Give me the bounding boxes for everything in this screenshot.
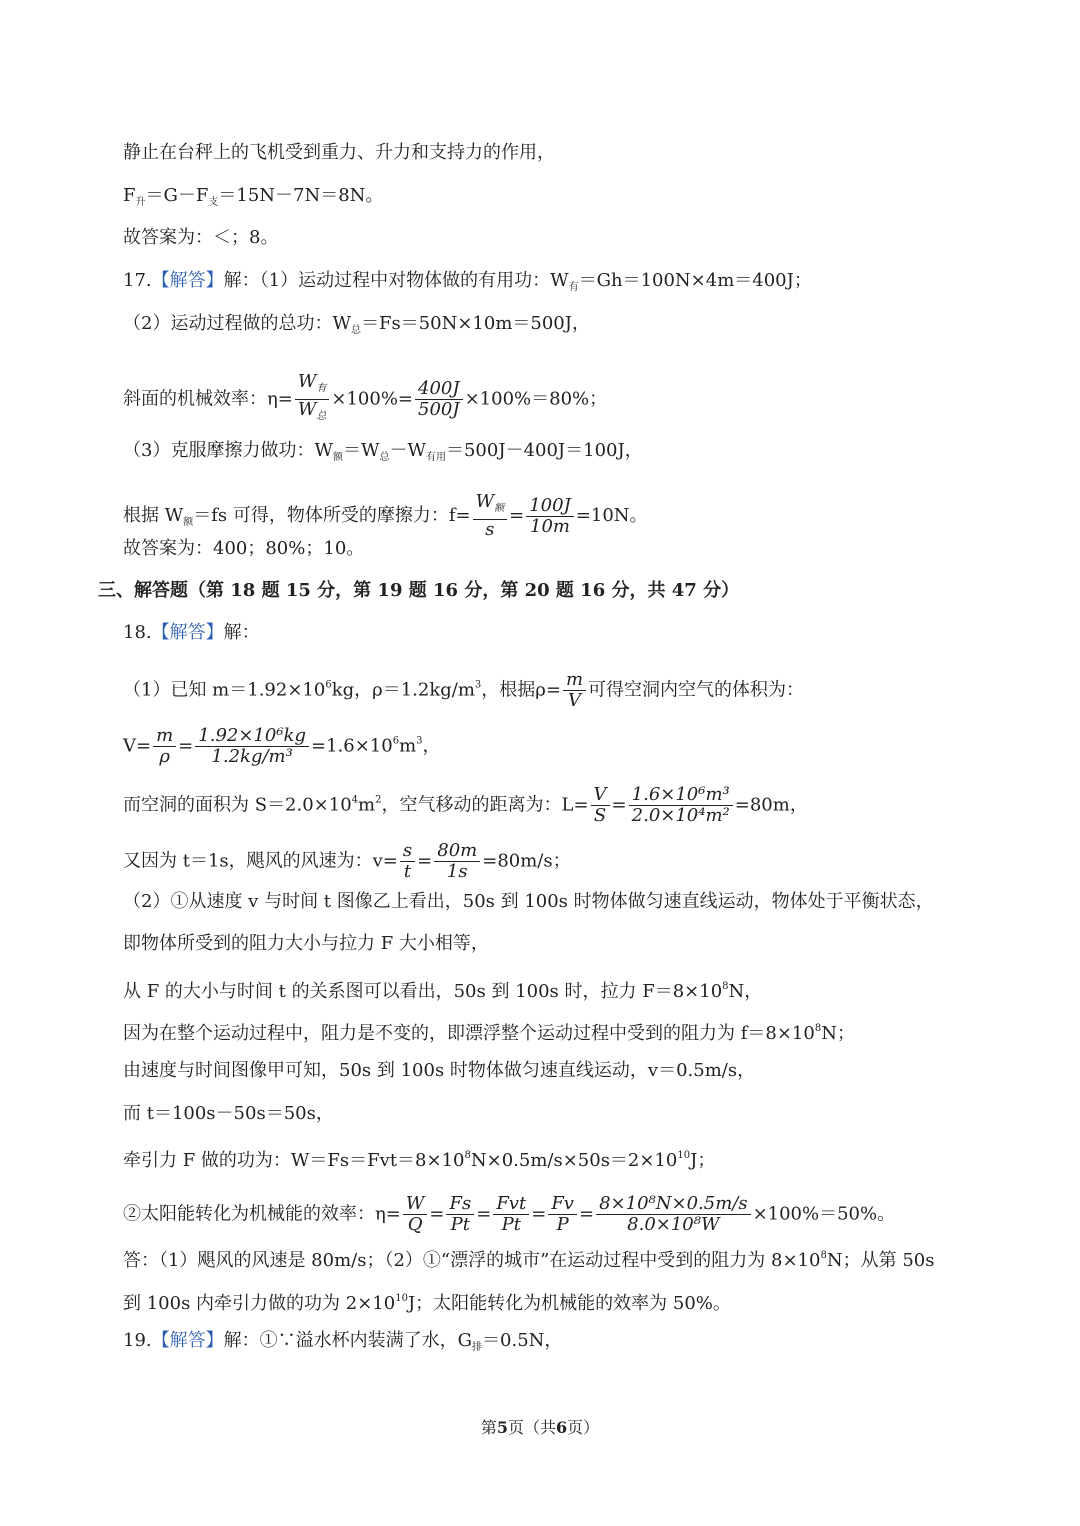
text-line: 答：（1）飓风的风速是 80m/s；（2）①“漂浮的城市”在运动过程中受到的阻力为 $8\times 10^8N$；从第 50s bbox=[123, 1250, 935, 1271]
fraction: $\frac{m}{V}$ bbox=[563, 670, 586, 711]
fraction: $\frac{V}{S}$ bbox=[591, 785, 610, 826]
question-17: 17.【解答】解：（1）运动过程中对物体做的有用功：$W_有=Gh=100N\times 4m=400J$； bbox=[123, 270, 812, 293]
formula-line: （1）已知 $m=1.92\times 10^6kg$，$\rho=1.2kg/m^3$，根据ρ= $\frac{m}{V}$ 可得空洞内空气的体积为： bbox=[123, 669, 805, 711]
fraction: $\frac{Fv}{P}$ bbox=[548, 1194, 577, 1235]
fraction: $\frac{\text{8×10⁸N×0.5m/s}}{\text{8.0×10⁸W}}$ bbox=[596, 1194, 750, 1235]
text-line: 故答案为：＜；8。 bbox=[123, 227, 279, 248]
text-line: 到 100s 内牵引力做的功为 $2\times 10^{10}J$；太阳能转化为机械能的效率为 50%。 bbox=[123, 1293, 731, 1314]
text-line: $F_升=G-F_支=15N-7N=8N$。 bbox=[123, 185, 384, 208]
fraction: $\frac{W_额}{s}$ bbox=[473, 492, 508, 540]
question-18: 18.【解答】解： bbox=[123, 622, 260, 643]
question-19: 19.【解答】解：①∵溢水杯内装满了水，$G_排=0.5N$， bbox=[123, 1330, 563, 1353]
text-line: 静止在台秤上的飞机受到重力、升力和支持力的作用， bbox=[123, 142, 555, 163]
text-line: （2）①从速度 v 与时间 t 图像乙上看出，50s 到 100s 时物体做匀速直线运动，物体处于平衡状态， bbox=[123, 891, 934, 912]
fraction: $\frac{\text{1.6×10⁶m³}}{\text{2.0×10⁴m²}}$ bbox=[629, 785, 733, 826]
text-line: （2）运动过程做的总功：$W_总=Fs=50N\times 10m=500J$， bbox=[123, 313, 590, 336]
formula-line: 而空洞的面积为 $S=2.0\times 10^4m^2$，空气移动的距离为：L= $\frac{V}{S}$ = $\frac{\text{1.6×10⁶m³}}{\text{2.0×10⁴m²}}$ =80m， bbox=[123, 784, 808, 826]
fraction: $\frac{100J}{10m}$ bbox=[526, 496, 574, 537]
fraction: $\frac{m}{\rho}$ bbox=[153, 726, 176, 767]
fraction: $\frac{400J}{500J}$ bbox=[415, 379, 463, 420]
fraction: $\frac{Fs}{Pt}$ bbox=[446, 1194, 474, 1235]
fraction: $\frac{W}{Q}$ bbox=[403, 1194, 428, 1235]
formula-line: ②太阳能转化为机械能的效率：η= $\frac{W}{Q}$ = $\frac{Fs}{Pt}$ = $\frac{\text{Fvt}}{Pt}$ = $\frac{Fv}{P}$ = $\frac{\text{8×10⁸N×0.5m/s}}{\text{8.0×10⁸W}}$ ×100%＝50%。 bbox=[123, 1193, 896, 1235]
text-line: 由速度与时间图像甲可知，50s 到 100s 时物体做匀速直线运动，v＝0.5m/s， bbox=[123, 1060, 756, 1081]
fraction: $\frac{W_有}{W_总}$ bbox=[295, 372, 330, 427]
page-footer: 第5页（共6页） bbox=[480, 1418, 600, 1437]
text-line: 而 t＝100s－50s＝50s， bbox=[123, 1103, 334, 1124]
section-heading: 三、解答题（第 18 题 15 分，第 19 题 16 分，第 20 题 16 分，共 47 分） bbox=[98, 580, 740, 601]
fraction: $\frac{80m}{1s}$ bbox=[434, 841, 480, 882]
answer-tag: 【解答】 bbox=[151, 622, 224, 643]
text-line: 因为在整个运动过程中，阻力是不变的，即漂浮整个运动过程中受到的阻力为 $f=8\times 10^8N$； bbox=[123, 1023, 855, 1044]
formula-line: V= $\frac{m}{\rho}$ = $\frac{\text{1.92×10⁶kg}}{\text{1.2kg/m³}}$ $=1.6\times 10^6m^3$， bbox=[123, 725, 441, 767]
text-line: 牵引力 F 做的功为：$W=Fs=Fvt=8\times 10^8N\times 0.5m/s\times 50s=2\times 10^{10}J$； bbox=[123, 1150, 716, 1171]
fraction: $\frac{\text{Fvt}}{Pt}$ bbox=[493, 1194, 529, 1235]
fraction: $\frac{s}{t}$ bbox=[400, 841, 415, 882]
text-line: 即物体所受到的阻力大小与拉力 F 大小相等， bbox=[123, 933, 489, 954]
text-line: （3）克服摩擦力做功：$W_额=W_总-W_{有用}=500J-400J=100J$， bbox=[123, 440, 643, 463]
fraction: $\frac{\text{1.92×10⁶kg}}{\text{1.2kg/m³}}$ bbox=[195, 726, 309, 767]
formula-line: 又因为 t＝1s，飓风的风速为：v= $\frac{s}{t}$ = $\frac{80m}{1s}$ =80m/s； bbox=[123, 840, 571, 882]
formula-line: 斜面的机械效率：η= $\frac{W_有}{W_总}$ ×100%= $\frac{400J}{500J}$ ×100%＝80%； bbox=[123, 372, 607, 427]
text-line: 故答案为：400；80%；10。 bbox=[123, 538, 365, 559]
answer-tag: 【解答】 bbox=[151, 270, 224, 291]
formula-line: 根据 $W_额=fs$ 可得，物体所受的摩擦力：f= $\frac{W_额}{s}$ = $\frac{100J}{10m}$ =10N。 bbox=[123, 491, 648, 540]
answer-tag: 【解答】 bbox=[151, 1330, 224, 1351]
text-line: 从 F 的大小与时间 t 的关系图可以看出，50s 到 100s 时，拉力 $F=8\times 10^8N$， bbox=[123, 981, 763, 1002]
